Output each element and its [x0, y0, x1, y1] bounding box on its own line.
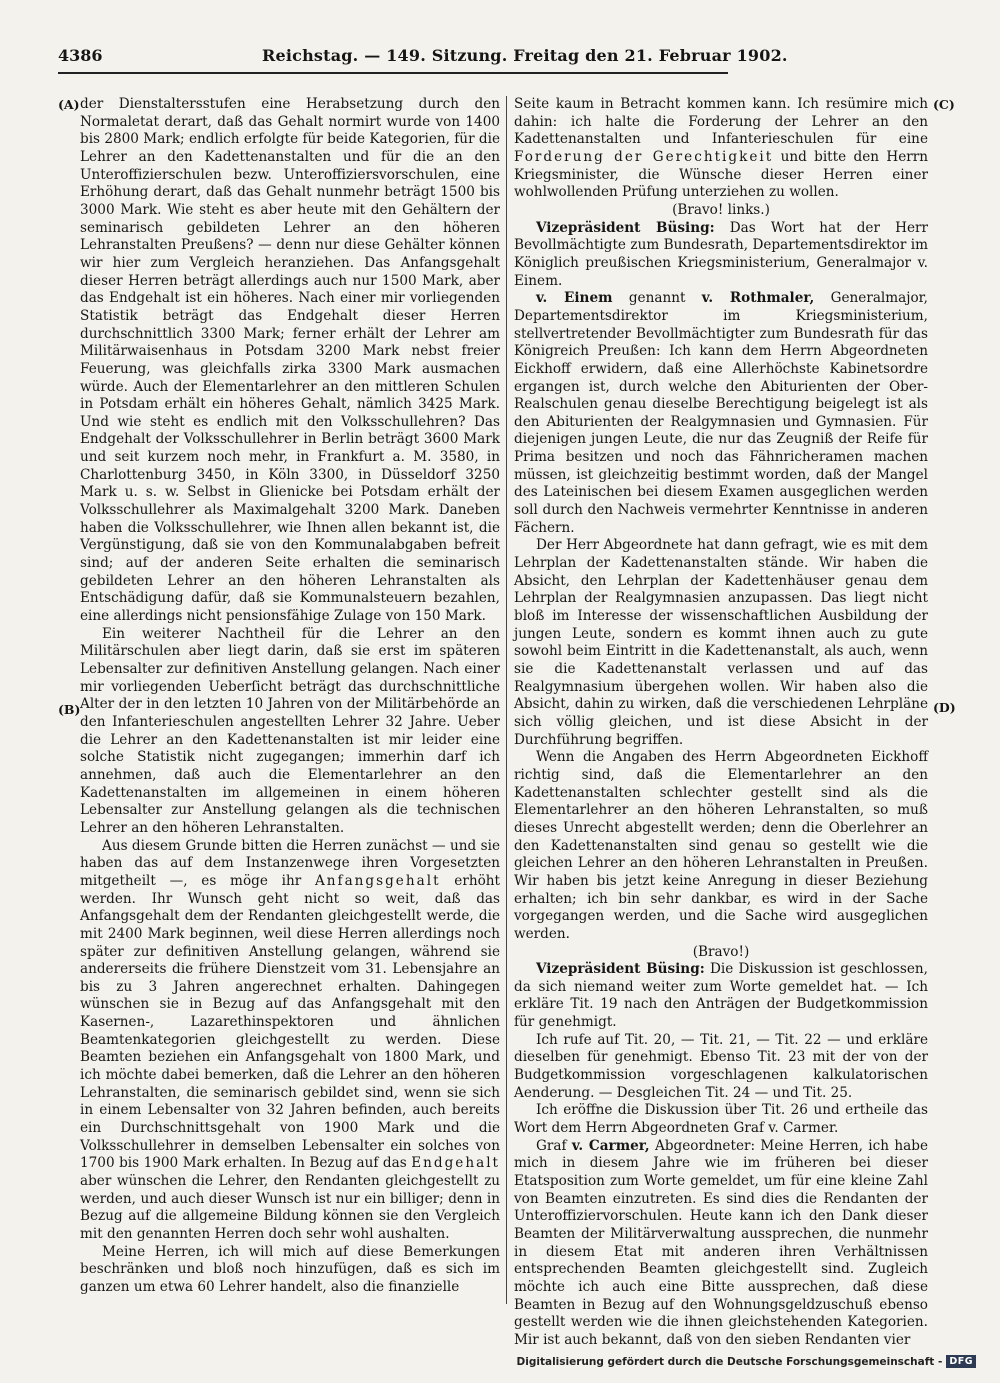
left-paragraph-2: Ein weiterer Nachtheil für die Lehrer an den Militärschulen aber liegt darin, daß sie erst im späteren Lebensalter zur definitiven Anstellung gelangen. Nach einer mir vorliegenden Ueberſicht beträgt das durchschnittliche Alter der in den letzten 10 Jahren von der Militärbehörde an den Infanterieschulen angestellten Lehrer 32 Jahre. Ueber die Lehrer an den Kadettenanstalten ist mir leider eine solche Statistik nicht zugegangen; immerhin darf ich annehmen, daß auch die Elementarlehrer an den Kadettenanstalten im allgemeinen in einem höheren Lebensalter zur Anstellung gelangen als die technischen Lehrer an den höheren Lehranstalten.: [80, 625, 500, 836]
right-paragraph-3: [514, 290, 928, 537]
left-paragraph-3: [80, 838, 500, 1244]
dfg-logo: DFG: [946, 1355, 976, 1368]
right-paragraph-3-text: Generalmajor, Departementsdirektor im Kriegsministerium, stellvertretender Bevollmächtigter zum Bundesrath für das Königreich Preußen: Ich kann dem Herrn Abgeordneten Eickhoff erwidern, daß eine Allerhöchste Kabinetsordre ergangen ist, durch welche den Abiturienten der Ober-Realschulen genau dieselbe Berechtigung beigelegt ist als den Abiturienten der Realgymnasien und Gymnasien. Für diejenigen jungen Leute, die nur das Zeugniß der Reife für Prima besitzen und noch das Fähnricheramen machen müssen, ist gleichzeitig bestimmt worden, daß der Mangel des Lateinischen bei diesem Examen ausgeglichen werden soll durch den Nachweis vermehrter Kenntnisse in anderen Fächern.: [514, 290, 928, 536]
right-paragraph-6: [514, 961, 928, 1032]
applause-note-2: (Bravo!): [692, 943, 750, 960]
left-paragraph-3-part-b: erhöht werden. Ihr Wunsch geht nicht so weit, daß das Anfangsgehalt dem der Rendanten gleichgestellt werde, die mit 2400 Mark beginnen, weil diese Herren allerdings noch später zur definitiven Anstellung gelangen, während sie andererseits die frühere Dienstzeit vom 31. Lebensjahre an bis zu 3 Jahren angerechnet erhalten. Dahingegen wünschen sie in Bezug auf das Anfangsgehalt mit den Kasernen-, Lazarethinspektoren und ähnlichen Beamtenkategorien gleichgestellt zu werden. Diese Beamten beziehen ein Anfangsgehalt von 1800 Mark, und ich möchte dabei bemerken, daß die Lehrer an den höheren Lehranstalten, die seminarisch gebildet sind, wenn sie sich in einem Lebensalter von 32 Jahren befinden, auch bereits ein Durchschnittsgehalt von 1900 Mark und die Volksschullehrer in demselben Lebensalter ein solches von 1700 bis 1900 Mark erhalten. In Bezug auf das: [80, 872, 500, 1172]
column-divider: [506, 96, 507, 1304]
left-paragraph-3-part-a: Aus diesem Grunde bitten die Herren zunächst — und sie haben das auf dem Instanzenwege ihren Vorgesetzten mitgetheilt —, es möge ihr: [80, 837, 500, 889]
right-paragraph-7: Ich rufe auf Tit. 20, — Tit. 21, — Tit. 22 — und erkläre dieselben für genehmigt. Ebenso Tit. 23 mit der von der Budgetkommission vorgeschlagenen kalkulatorischen Aenderung. — Desgleichen Tit. 24 — und Tit. 25.: [514, 1031, 928, 1101]
right-paragraph-1-part-a: Seite kaum in Betracht kommen kann. Ich resümire mich dahin: ich halte die Forderung der Lehrer an den Kadettenanstalten und Infanterieschulen für eine: [514, 96, 928, 148]
applause-note-1: (Bravo! links.): [672, 201, 770, 218]
speaker-name-2: v. Rothmaler,: [701, 290, 815, 307]
footer-text: Digitalisierung gefördert durch die Deutsche Forschungsgemeinschaft -: [516, 1355, 943, 1368]
right-paragraph-8: Ich eröffne die Diskussion über Tit. 26 und ertheile das Wort dem Herrn Abgeordneten Graf v. Carmer.: [514, 1102, 928, 1137]
right-paragraph-2: [514, 220, 928, 291]
right-paragraph-6-text: Die Diskussion ist geschlossen, da sich niemand weiter zum Worte gemeldet hat. — Ich erkläre Tit. 19 nach den Anträgen der Budgetkommission für genehmigt.: [514, 961, 928, 1031]
page-header: [58, 46, 788, 74]
margin-marker-a: (A): [58, 97, 80, 112]
margin-marker-d: (D): [933, 700, 956, 715]
left-paragraph-3-part-c: aber wünschen die Lehrer, den Rendanten gleichgestellt zu werden, und auch dieser Wunsch ist nur ein billiger; denn in Bezug auf die allgemeine Bildung können sie den Vergleich mit den genannten Herren doch sehr wohl aushalten.: [80, 1173, 500, 1242]
left-paragraph-1: der Dienstaltersstufen eine Herabsetzung durch den Normaletat derart, daß das Gehalt normirt wurde von 1400 bis 2800 Mark; endlich erfolgte für beide Kategorien, für die Lehrer an den Kadettenanstalten und für die an den Unteroffizierschulen bezw. Unteroffiziersvorschulen, eine Erhöhung derart, daß das Gehalt nunmehr beträgt 1500 bis 3000 Mark. Wie steht es aber heute mit den Gehältern der seminarisch gebildeten Lehrer an den höheren Lehranstalten Preußens? — denn nur diese Gehälter können wir hier zum Vergleich heranziehen. Das Anfangsgehalt dieser Herren beträgt allerdings auch nur 1500 Mark, aber das Endgehalt ist ein höheres. Nach einer mir vorliegenden Statistik beträgt das Endgehalt dieser Herren durchschnittlich 3300 Mark; ferner erhält der Lehrer am Militärwaisenhaus in Potsdam 3200 Mark nebst freier Feuerung, was gleichfalls zirka 3300 Mark ausmachen würde. Auch der Elementarlehrer an den mittleren Schulen in Potsdam erhält ein höheres Gehalt, nämlich 3425 Mark. Und wie steht es endlich mit den Volksschullehren? Das Endgehalt der Volksschullehrer in Berlin beträgt 3600 Mark und seit kurzem noch mehr, in Frankfurt a. M. 3580, in Charlottenburg 3450, in Köln 3300, in Düsseldorf 3250 Mark u. s. w. Selbst in Glienicke bei Potsdam erhält der Volksschullehrer als Maximalgehalt 3200 Mark. Daneben haben die Volksschullehrer, wie Ihnen allen bekannt ist, die Vergünstigung, daß sie von den Kommunalabgaben befreit sind; auf der anderen Seite erhalten die seminarisch gebildeten Lehrer an den höheren Lehranstalten als Entschädigung dafür, daß sie Kommunalsteuern bezahlen, eine allerdings nicht pensionsfähige Zulage von 150 Mark.: [80, 96, 500, 625]
right-paragraph-9: [514, 1138, 928, 1350]
speaker-connector: genannt: [628, 290, 686, 307]
page-number: 4386: [58, 46, 103, 65]
speaker-name: Vizepräsident Büsing:: [536, 219, 715, 236]
right-paragraph-5: Wenn die Angaben des Herrn Abgeordneten Eickhoff richtig sind, daß die Elementarlehrer an den Kadettenanstalten schlechter gestellt sind als die Elementarlehrer an den höheren Lehranstalten, so muß dieses Unrecht abgestellt werden; denn die Oberlehrer an den Kadettenanstalten sind genau so gestellt wie die gleichen Lehrer an den höheren Lehranstalten in Preußen. Wir haben bis jetzt keine Anregung in dieser Beziehung erhalten; ich bin sehr dankbar, es wird in der Sache vorgegangen werden, und die Sache wird ausgeglichen werden.: [514, 749, 928, 942]
speaker-name: v. Carmer,: [571, 1137, 650, 1154]
right-paragraph-1-part-b: und bitte den Herrn Kriegsminister, die Wünsche dieser Herren einer wohlwollenden Prüfung unterziehen zu wollen.: [514, 148, 928, 201]
margin-marker-c: (C): [933, 97, 955, 112]
emphasis-anfangsgehalt: Anfangsgehalt: [314, 872, 441, 889]
left-paragraph-4: Meine Herren, ich will mich auf diese Bemerkungen beschränken und bloß noch hinzufügen, daß es sich im ganzen um etwa 60 Lehrer handelt, also die finanzielle: [80, 1243, 500, 1295]
header-rule: [58, 72, 728, 74]
left-column: [80, 96, 500, 1297]
right-column: [514, 96, 928, 1350]
right-paragraph-9-text: Abgeordneter: Meine Herren, ich habe mich in diesem Jahre wie im früheren bei dieser Etatsposition zum Worte gemeldet, um für eine kleine Zahl von Beamten einzutreten. Es sind dies die Rendanten der Unteroffiziervorschulen. Heute kann ich den Dank dieser Beamten der Militärverwaltung aussprechen, die nunmehr in diesem Etat mit anderen ihren Verhältnissen entsprechenden Beamten gleichgestellt sind. Zugleich möchte ich auch eine Bitte aussprechen, daß diese Beamten in Bezug auf den Wohnungsgeldzuschuß ebenso gestellt werden wie die ihnen gleichstehenden Kategorien. Mir ist auch bekannt, daß von den sieben Rendanten vier: [514, 1137, 928, 1348]
header-title: Reichstag. — 149. Sitzung. Freitag den 21. Februar 1902.: [262, 46, 788, 65]
emphasis-forderung: Forderung der Gerechtigkeit: [514, 148, 774, 165]
speaker-name: Vizepräsident Büsing:: [536, 961, 705, 978]
right-paragraph-4: Der Herr Abgeordnete hat dann gefragt, wie es mit dem Lehrplan der Kadettenanstalten stände. Wir haben die Absicht, den Lehrplan der Kadettenhäuser genau dem Lehrplan der Realgymnasien anzupassen. Das liegt nicht bloß im Interesse der wissenschaftlichen Ausbildung der jungen Leute, sondern es kommt ihnen auch zu gute sowohl beim Eintritt in die Kadettenanstalt, als auch, wenn sie die Kadettenanstalt verlassen und auf das Realgymnasium übergehen wollen. Wir haben also die Absicht, dahin zu wirken, daß die verschiedenen Lehrpläne sich völlig gleichen, und ist diese Absicht in der Durchführung begriffen.: [514, 537, 928, 748]
right-paragraph-1: [514, 96, 928, 202]
margin-marker-b: (B): [58, 702, 81, 717]
footer-credit: [517, 1355, 976, 1368]
emphasis-endgehalt: Endgehalt: [411, 1155, 500, 1172]
right-paragraph-2-text: Das Wort hat der Herr Bevollmächtigte zum Bundesrath, Departementsdirektor im Königlich preußischen Kriegsministerium, Generalmajor v. Einem.: [514, 219, 928, 289]
speaker-name: v. Einem: [536, 290, 613, 307]
speaker-title: Graf: [536, 1137, 567, 1154]
